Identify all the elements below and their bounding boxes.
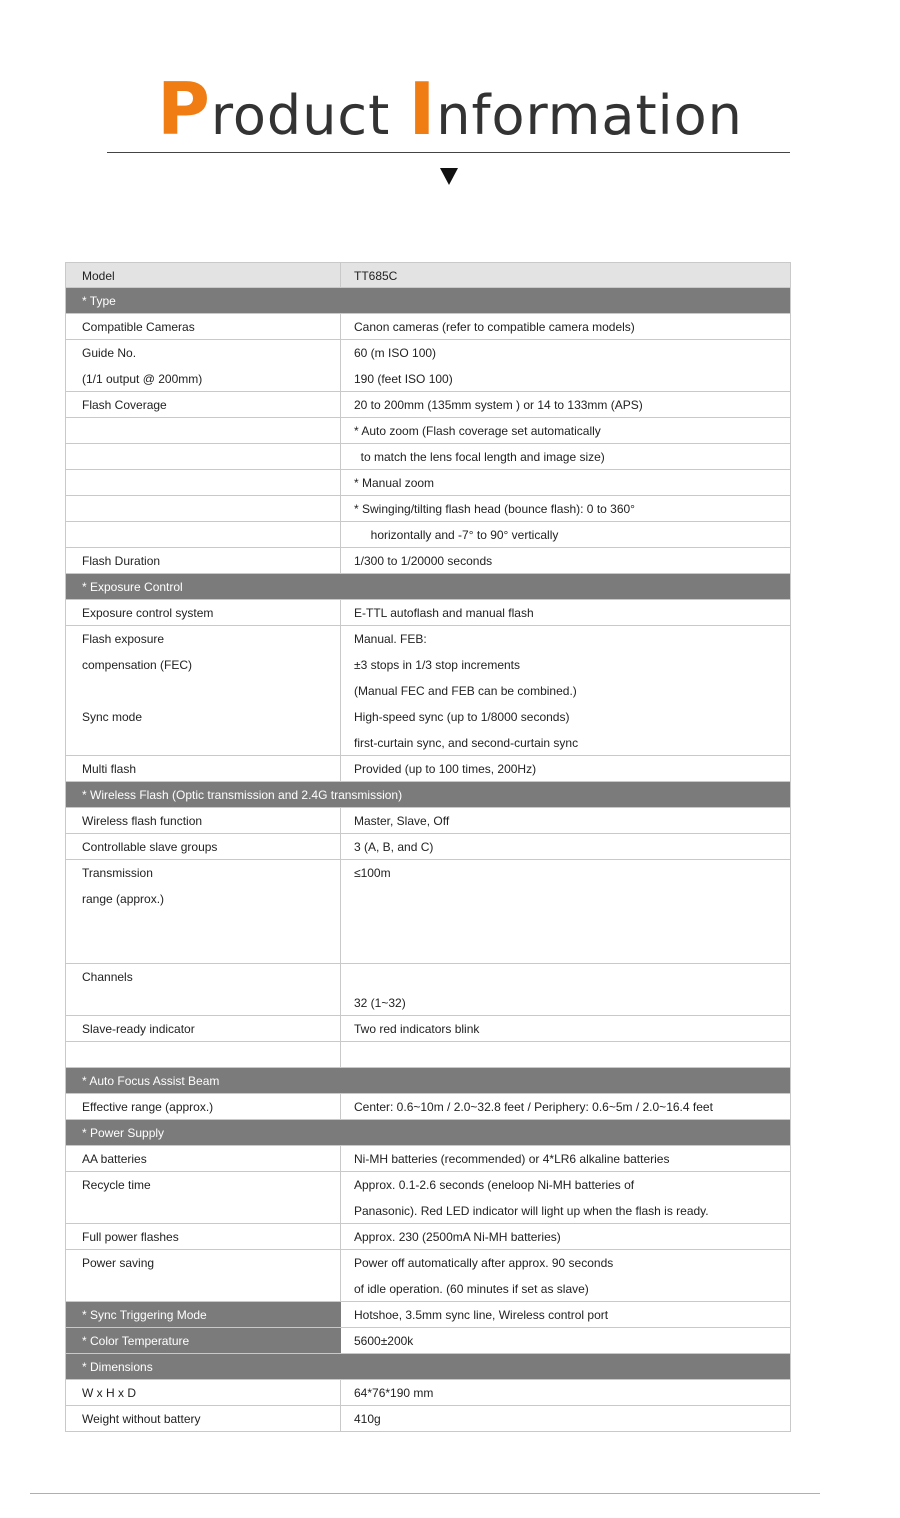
section-header bbox=[66, 574, 790, 600]
spec-value: Ni-MH batteries (recommended) or 4*LR6 alkaline batteries bbox=[354, 1152, 670, 1166]
title-word-2: nformation bbox=[436, 84, 743, 147]
spec-value: Manual. FEB: bbox=[354, 632, 427, 646]
spec-label: Guide No. bbox=[66, 340, 341, 366]
table-row bbox=[66, 1172, 790, 1198]
section-title: * Dimensions bbox=[82, 1360, 153, 1374]
table-row bbox=[66, 730, 790, 756]
table-row bbox=[66, 470, 790, 496]
table-row bbox=[66, 678, 790, 704]
title-word-1: roduct bbox=[210, 84, 391, 147]
section-title: * Power Supply bbox=[82, 1126, 165, 1140]
spec-label: Controllable slave groups bbox=[66, 834, 341, 859]
table-row bbox=[66, 964, 790, 990]
table-row bbox=[66, 886, 790, 912]
table-row bbox=[66, 1328, 790, 1354]
spec-label: Sync mode bbox=[66, 704, 341, 730]
spec-label: Recycle time bbox=[66, 1172, 341, 1198]
spec-label: Flash exposure bbox=[66, 626, 341, 652]
spec-value: 410g bbox=[354, 1412, 381, 1426]
spec-value: 20 to 200mm (135mm system ) or 14 to 133mm (APS) bbox=[354, 398, 643, 412]
spec-value: 190 (feet ISO 100) bbox=[354, 372, 453, 386]
spec-value: ≤100m bbox=[354, 866, 391, 880]
table-row bbox=[66, 1380, 790, 1406]
spec-label: Power saving bbox=[66, 1250, 341, 1276]
table-row bbox=[66, 1224, 790, 1250]
spec-label: AA batteries bbox=[66, 1146, 341, 1171]
spec-label: W x H x D bbox=[66, 1380, 341, 1405]
triangle-down-icon bbox=[440, 168, 458, 185]
table-row bbox=[66, 704, 790, 730]
spec-label: compensation (FEC) bbox=[66, 652, 341, 678]
table-row bbox=[66, 912, 790, 938]
spec-value: (Manual FEC and FEB can be combined.) bbox=[354, 684, 577, 698]
table-row bbox=[66, 496, 790, 522]
spec-value: 1/300 to 1/20000 seconds bbox=[354, 554, 493, 568]
spec-value: E-TTL autoflash and manual flash bbox=[354, 606, 534, 620]
table-row bbox=[66, 314, 790, 340]
spec-value: horizontally and -7° to 90° vertically bbox=[354, 528, 559, 542]
spec-value: of idle operation. (60 minutes if set as slave) bbox=[354, 1282, 589, 1296]
spec-value: Canon cameras (refer to compatible camera models) bbox=[354, 320, 635, 334]
spec-value: 3 (A, B, and C) bbox=[354, 840, 434, 854]
spec-value: to match the lens focal length and image size) bbox=[354, 450, 605, 464]
table-row bbox=[66, 990, 790, 1016]
table-row bbox=[66, 366, 790, 392]
spec-value: * Manual zoom bbox=[354, 476, 435, 490]
section-title: * Exposure Control bbox=[82, 580, 183, 594]
spec-label: range (approx.) bbox=[66, 886, 341, 912]
table-row bbox=[66, 1276, 790, 1302]
spec-label: Multi flash bbox=[66, 756, 341, 781]
table-row bbox=[66, 262, 790, 288]
table-row bbox=[66, 418, 790, 444]
section-header bbox=[66, 1068, 790, 1094]
table-row bbox=[66, 938, 790, 964]
table-row bbox=[66, 626, 790, 652]
spec-value: ±3 stops in 1/3 stop increments bbox=[354, 658, 521, 672]
table-row bbox=[66, 1146, 790, 1172]
spec-value: 64*76*190 mm bbox=[354, 1386, 434, 1400]
section-header bbox=[66, 1354, 790, 1380]
title-initial-i: I bbox=[408, 67, 437, 151]
table-row bbox=[66, 1406, 790, 1432]
spec-value: * Swinging/tilting flash head (bounce flash): 0 to 360° bbox=[354, 502, 635, 516]
section-title: * Auto Focus Assist Beam bbox=[82, 1074, 220, 1088]
spec-label: Flash Coverage bbox=[66, 392, 341, 417]
section-title: * Sync Triggering Mode bbox=[66, 1302, 341, 1327]
footer-divider bbox=[30, 1493, 820, 1494]
spec-label: Effective range (approx.) bbox=[66, 1094, 341, 1119]
section-title: * Type bbox=[82, 294, 116, 308]
spec-value: Provided (up to 100 times, 200Hz) bbox=[354, 762, 537, 776]
table-row bbox=[66, 548, 790, 574]
spec-value: Power off automatically after approx. 90 seconds bbox=[354, 1256, 614, 1270]
spec-label: Model bbox=[66, 263, 341, 287]
spec-label: Flash Duration bbox=[66, 548, 341, 573]
table-row bbox=[66, 522, 790, 548]
table-row bbox=[66, 1250, 790, 1276]
section-header bbox=[66, 288, 790, 314]
table-row bbox=[66, 1016, 790, 1042]
spec-label: Exposure control system bbox=[66, 600, 341, 625]
table-row bbox=[66, 340, 790, 366]
spec-value: TT685C bbox=[354, 269, 398, 283]
spec-value: * Auto zoom (Flash coverage set automatically bbox=[354, 424, 601, 438]
spec-value: first-curtain sync, and second-curtain sync bbox=[354, 736, 579, 750]
title-initial-p: P bbox=[157, 67, 211, 151]
spec-label: (1/1 output @ 200mm) bbox=[66, 366, 341, 391]
spec-value: Two red indicators blink bbox=[354, 1022, 480, 1036]
table-row bbox=[66, 1198, 790, 1224]
spec-label: Full power flashes bbox=[66, 1224, 341, 1249]
spec-value: Approx. 230 (2500mA Ni-MH batteries) bbox=[354, 1230, 561, 1244]
table-row bbox=[66, 808, 790, 834]
spec-label: Transmission bbox=[66, 860, 341, 886]
spec-value: 32 (1~32) bbox=[354, 996, 406, 1010]
spec-value: High-speed sync (up to 1/8000 seconds) bbox=[354, 710, 570, 724]
spec-label: Channels bbox=[66, 964, 341, 990]
section-header bbox=[66, 1120, 790, 1146]
table-row bbox=[66, 860, 790, 886]
spec-table bbox=[65, 262, 791, 1432]
spec-value: Master, Slave, Off bbox=[354, 814, 450, 828]
spec-label: Weight without battery bbox=[66, 1406, 341, 1431]
spec-value: Hotshoe, 3.5mm sync line, Wireless control port bbox=[354, 1308, 609, 1322]
table-row bbox=[66, 1042, 790, 1068]
table-row bbox=[66, 600, 790, 626]
spec-value: Approx. 0.1-2.6 seconds (eneloop Ni-MH batteries of bbox=[354, 1178, 635, 1192]
table-row bbox=[66, 1094, 790, 1120]
spec-value: 5600±200k bbox=[354, 1334, 414, 1348]
spec-label: Wireless flash function bbox=[66, 808, 341, 833]
table-row bbox=[66, 652, 790, 678]
section-header bbox=[66, 782, 790, 808]
section-title: * Color Temperature bbox=[66, 1328, 341, 1353]
table-row bbox=[66, 756, 790, 782]
spec-value: Center: 0.6~10m / 2.0~32.8 feet / Periphery: 0.6~5m / 2.0~16.4 feet bbox=[354, 1100, 713, 1114]
table-row bbox=[66, 1302, 790, 1328]
spec-label: Slave-ready indicator bbox=[66, 1016, 341, 1041]
spec-label: Compatible Cameras bbox=[66, 314, 341, 339]
table-row bbox=[66, 444, 790, 470]
title-divider bbox=[107, 152, 790, 153]
section-title: * Wireless Flash (Optic transmission and 2.4G transmission) bbox=[82, 788, 403, 802]
table-row bbox=[66, 392, 790, 418]
spec-value: Panasonic). Red LED indicator will light up when the flash is ready. bbox=[354, 1204, 709, 1218]
page-title bbox=[0, 67, 900, 151]
table-row bbox=[66, 834, 790, 860]
spec-value: 60 (m ISO 100) bbox=[354, 346, 437, 360]
